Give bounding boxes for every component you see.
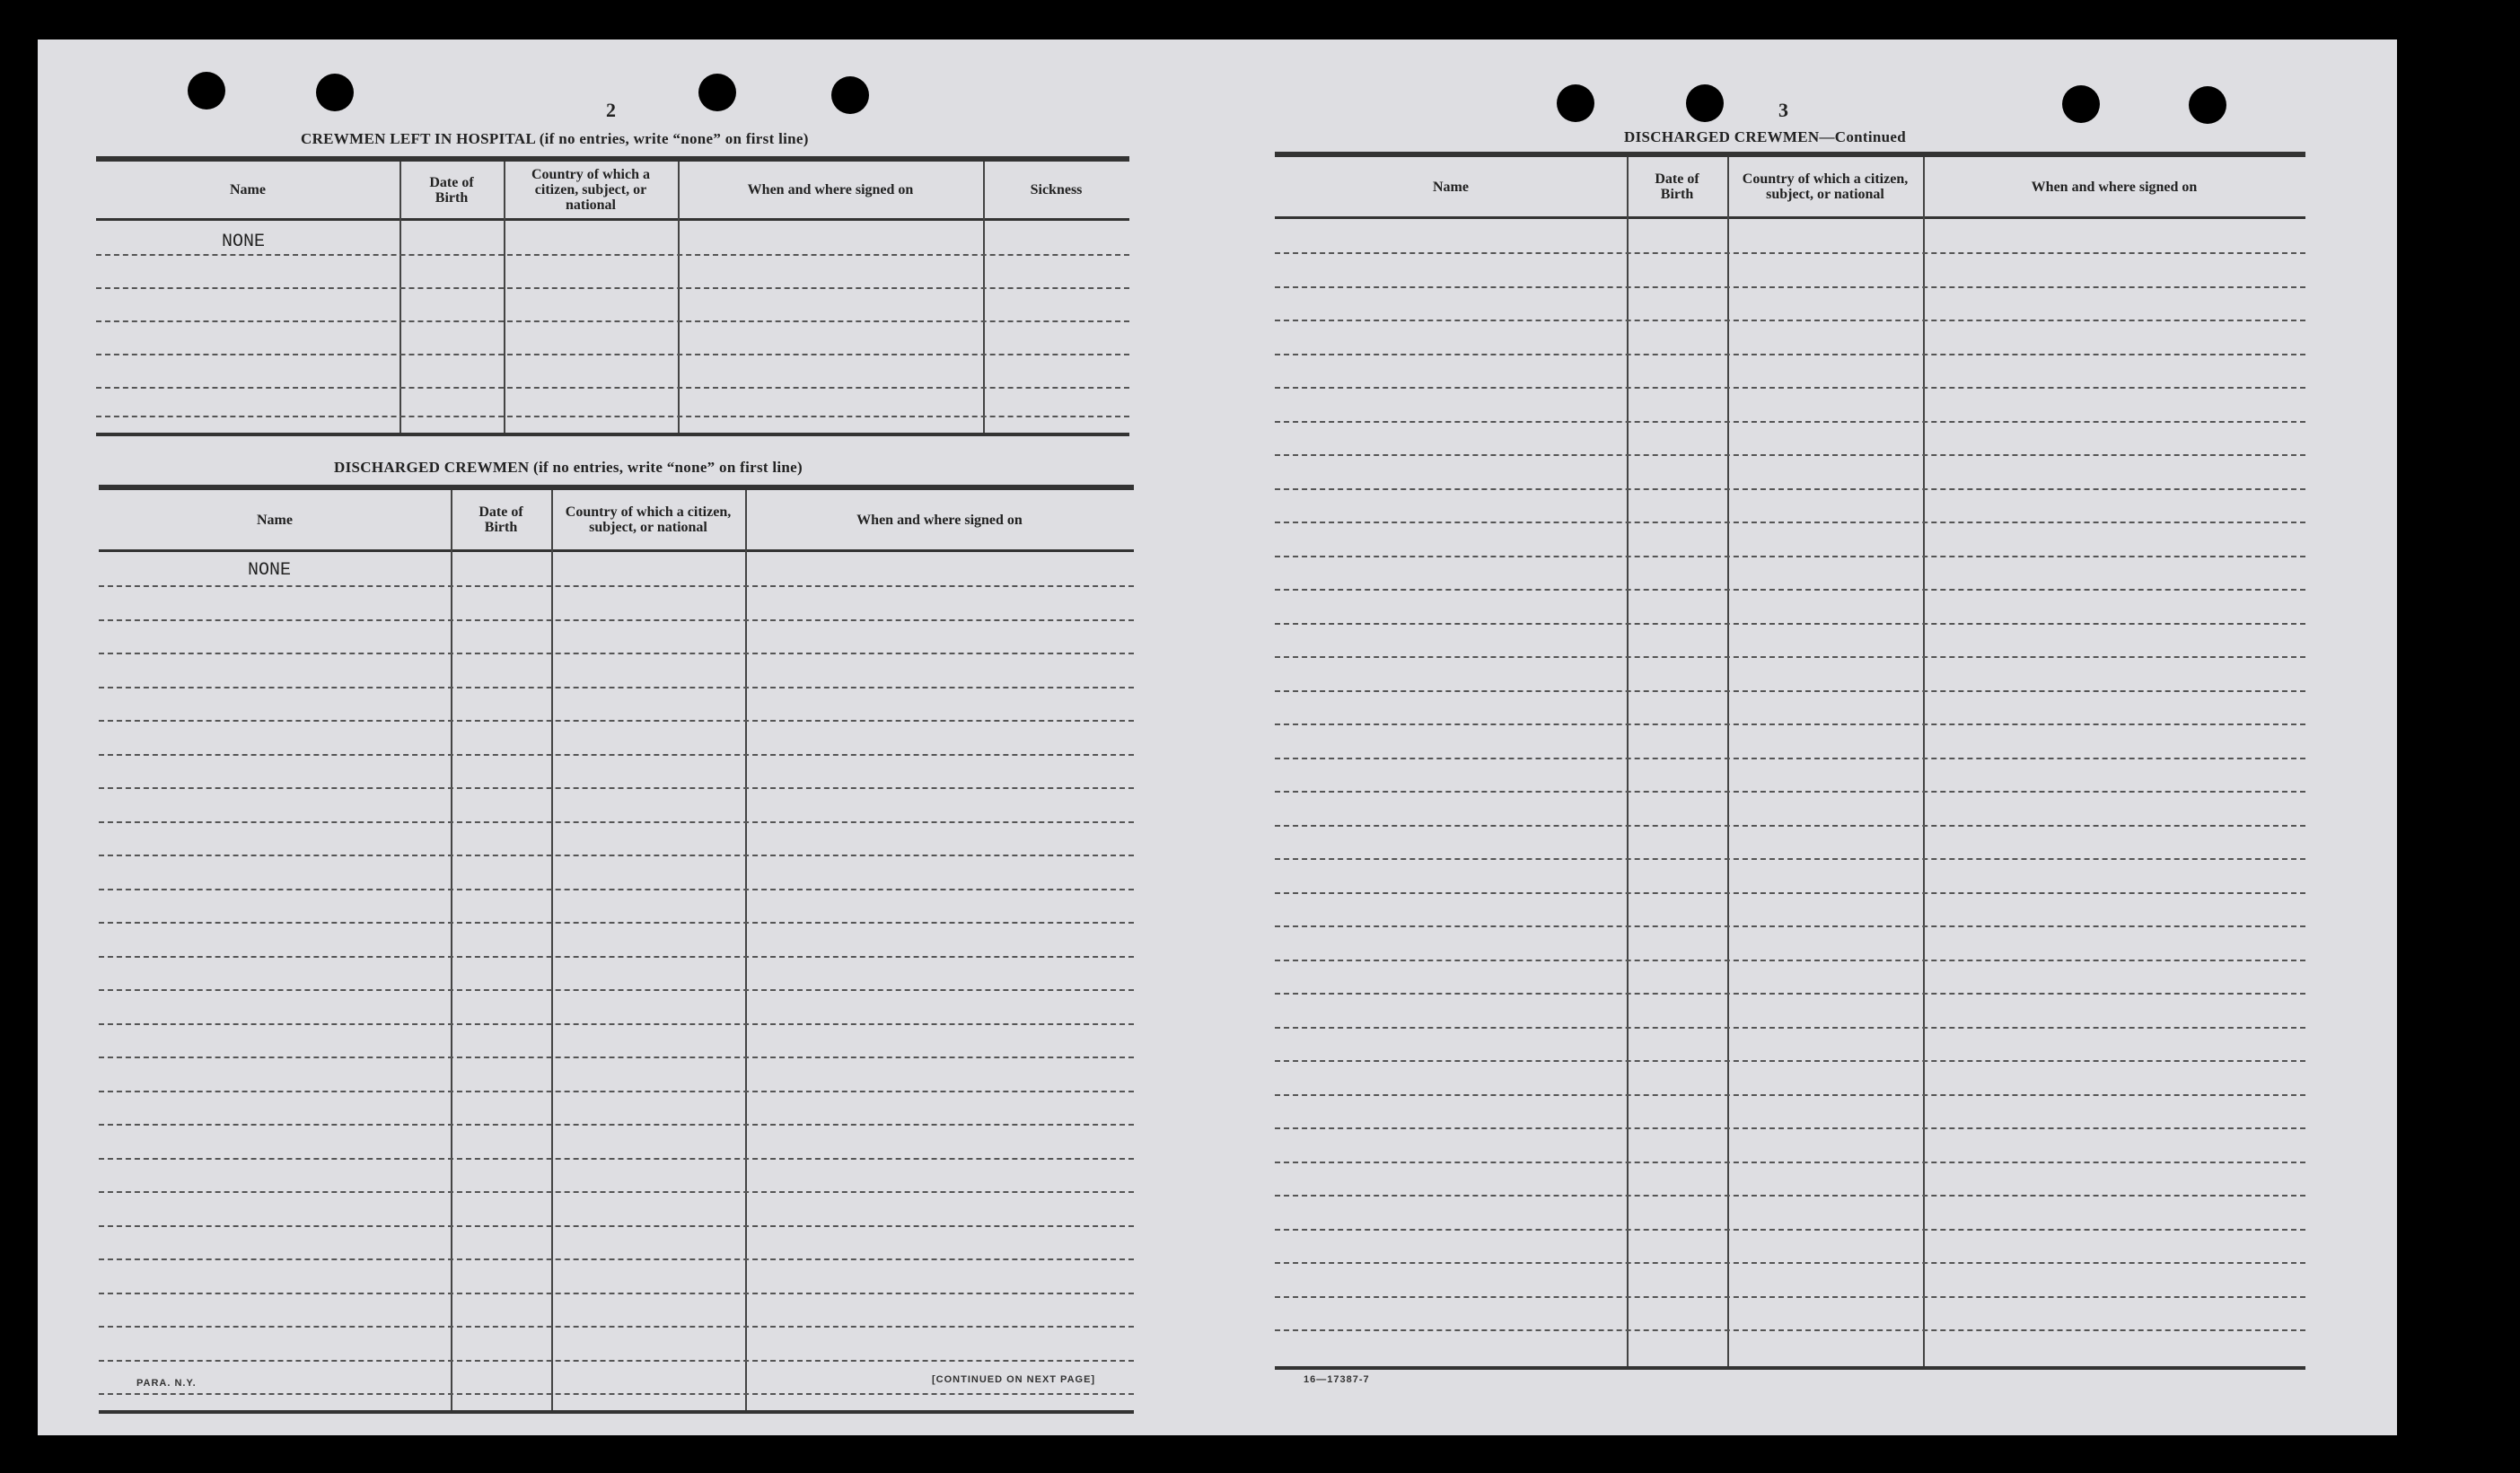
- hospital-table-header: [96, 162, 1129, 221]
- punch-hole: [2189, 86, 2226, 124]
- column-divider: [983, 162, 985, 433]
- row-line: [1275, 623, 2305, 625]
- row-line: [96, 387, 1129, 389]
- discharged-continued-header: [1275, 157, 2305, 219]
- discharged-section-title: [334, 459, 803, 477]
- row-line: [1275, 589, 2305, 591]
- page-number-right: 3: [1778, 99, 1788, 121]
- row-line: [1275, 1296, 2305, 1298]
- col-header-signed-on: When and where signed on: [747, 182, 914, 197]
- hospital-first-entry: NONE: [222, 232, 266, 252]
- column-divider: [1727, 157, 1729, 1366]
- row-line: [96, 354, 1129, 355]
- row-line: [1275, 488, 2305, 490]
- row-line: [99, 1023, 1134, 1025]
- punch-hole: [1686, 84, 1724, 122]
- row-line: [99, 687, 1134, 688]
- row-line: [1275, 354, 2305, 355]
- hospital-section-title: [301, 130, 809, 148]
- row-line: [1275, 454, 2305, 456]
- row-line: [99, 922, 1134, 924]
- row-line: [99, 1191, 1134, 1193]
- row-line: [1275, 656, 2305, 658]
- page-number-left: 2: [606, 99, 616, 121]
- row-line: [99, 787, 1134, 789]
- row-line: [1275, 1094, 2305, 1096]
- col-header-date-of-birth: Date of Birth: [479, 504, 523, 535]
- row-line: [1275, 320, 2305, 321]
- row-line: [1275, 758, 2305, 759]
- row-line: [96, 254, 1129, 256]
- row-line: [1275, 858, 2305, 860]
- discharged-title-note: (if no entries, write “none” on first line): [533, 459, 803, 476]
- row-line: [96, 320, 1129, 322]
- row-line: [99, 1057, 1134, 1058]
- row-line: [1275, 522, 2305, 523]
- col-header-date-of-birth: Date of Birth: [1655, 171, 1699, 202]
- continued-note: [CONTINUED ON NEXT PAGE]: [932, 1374, 1096, 1385]
- row-line: [99, 1393, 1134, 1395]
- col-header-name: Name: [1433, 179, 1469, 195]
- row-line: [1275, 252, 2305, 254]
- row-line: [99, 1293, 1134, 1294]
- column-divider: [551, 490, 553, 1410]
- col-header-country: Country of which a citizen, subject, or national: [1742, 171, 1909, 202]
- form-number: 16—17387-7: [1304, 1374, 1370, 1385]
- document-sheet: [38, 39, 2397, 1435]
- col-header-date-of-birth: Date of Birth: [429, 174, 474, 206]
- row-line: [1275, 1060, 2305, 1062]
- column-divider: [504, 162, 505, 433]
- row-line: [1275, 1195, 2305, 1197]
- row-line: [99, 585, 1134, 587]
- col-header-signed-on: When and where signed on: [856, 512, 1023, 528]
- row-line: [96, 416, 1129, 417]
- column-divider: [451, 490, 452, 1410]
- row-line: [99, 1091, 1134, 1092]
- row-line: [99, 1360, 1134, 1362]
- row-line: [1275, 1027, 2305, 1029]
- row-line: [99, 855, 1134, 856]
- row-line: [1275, 387, 2305, 389]
- column-divider: [1627, 157, 1629, 1366]
- row-line: [1275, 993, 2305, 995]
- hospital-table: [96, 156, 1129, 436]
- discharged-table-header: [99, 490, 1134, 552]
- row-line: [99, 956, 1134, 958]
- col-header-signed-on: When and where signed on: [2031, 179, 2198, 195]
- punch-hole: [698, 74, 736, 111]
- row-line: [1275, 421, 2305, 423]
- col-header-country: Country of which a citizen, subject, or national: [565, 504, 732, 535]
- row-line: [99, 821, 1134, 823]
- col-header-country: Country of which a citizen, subject, or national: [531, 167, 650, 213]
- discharged-continued-table: [1275, 152, 2305, 1370]
- col-header-sickness: Sickness: [1030, 182, 1083, 197]
- column-divider: [745, 490, 747, 1410]
- row-line: [1275, 1229, 2305, 1231]
- column-divider: [400, 162, 401, 433]
- row-line: [1275, 1262, 2305, 1264]
- column-divider: [1923, 157, 1925, 1366]
- discharged-title-text: DISCHARGED CREWMEN: [334, 459, 530, 476]
- row-line: [99, 1326, 1134, 1328]
- row-line: [99, 1124, 1134, 1126]
- row-line: [1275, 1329, 2305, 1331]
- row-line: [1275, 1127, 2305, 1129]
- row-line: [1275, 791, 2305, 793]
- col-header-name: Name: [230, 182, 266, 197]
- row-line: [99, 1158, 1134, 1160]
- row-line: [1275, 723, 2305, 725]
- col-header-name: Name: [257, 512, 293, 528]
- row-line: [1275, 286, 2305, 288]
- row-line: [99, 720, 1134, 722]
- row-line: [99, 889, 1134, 890]
- discharged-first-entry: NONE: [248, 560, 292, 581]
- punch-hole: [2062, 85, 2100, 123]
- row-line: [1275, 556, 2305, 557]
- punch-hole: [1557, 84, 1594, 122]
- punch-hole: [188, 72, 225, 110]
- row-line: [99, 619, 1134, 621]
- row-line: [1275, 1162, 2305, 1163]
- row-line: [1275, 892, 2305, 894]
- hospital-title-note: (if no entries, write “none” on first line): [539, 130, 809, 147]
- row-line: [1275, 825, 2305, 827]
- row-line: [99, 1225, 1134, 1227]
- punch-hole: [831, 76, 869, 114]
- row-line: [99, 989, 1134, 991]
- row-line: [1275, 925, 2305, 927]
- row-line: [99, 754, 1134, 756]
- column-divider: [678, 162, 680, 433]
- hospital-title-text: CREWMEN LEFT IN HOSPITAL: [301, 130, 536, 147]
- discharged-table: [99, 485, 1134, 1414]
- row-line: [1275, 690, 2305, 692]
- discharged-continued-title: DISCHARGED CREWMEN—Continued: [1624, 128, 1906, 145]
- printer-mark: PARA. N.Y.: [136, 1378, 197, 1389]
- row-line: [1275, 960, 2305, 961]
- punch-hole: [316, 74, 354, 111]
- row-line: [99, 653, 1134, 654]
- row-line: [99, 1258, 1134, 1260]
- row-line: [96, 287, 1129, 289]
